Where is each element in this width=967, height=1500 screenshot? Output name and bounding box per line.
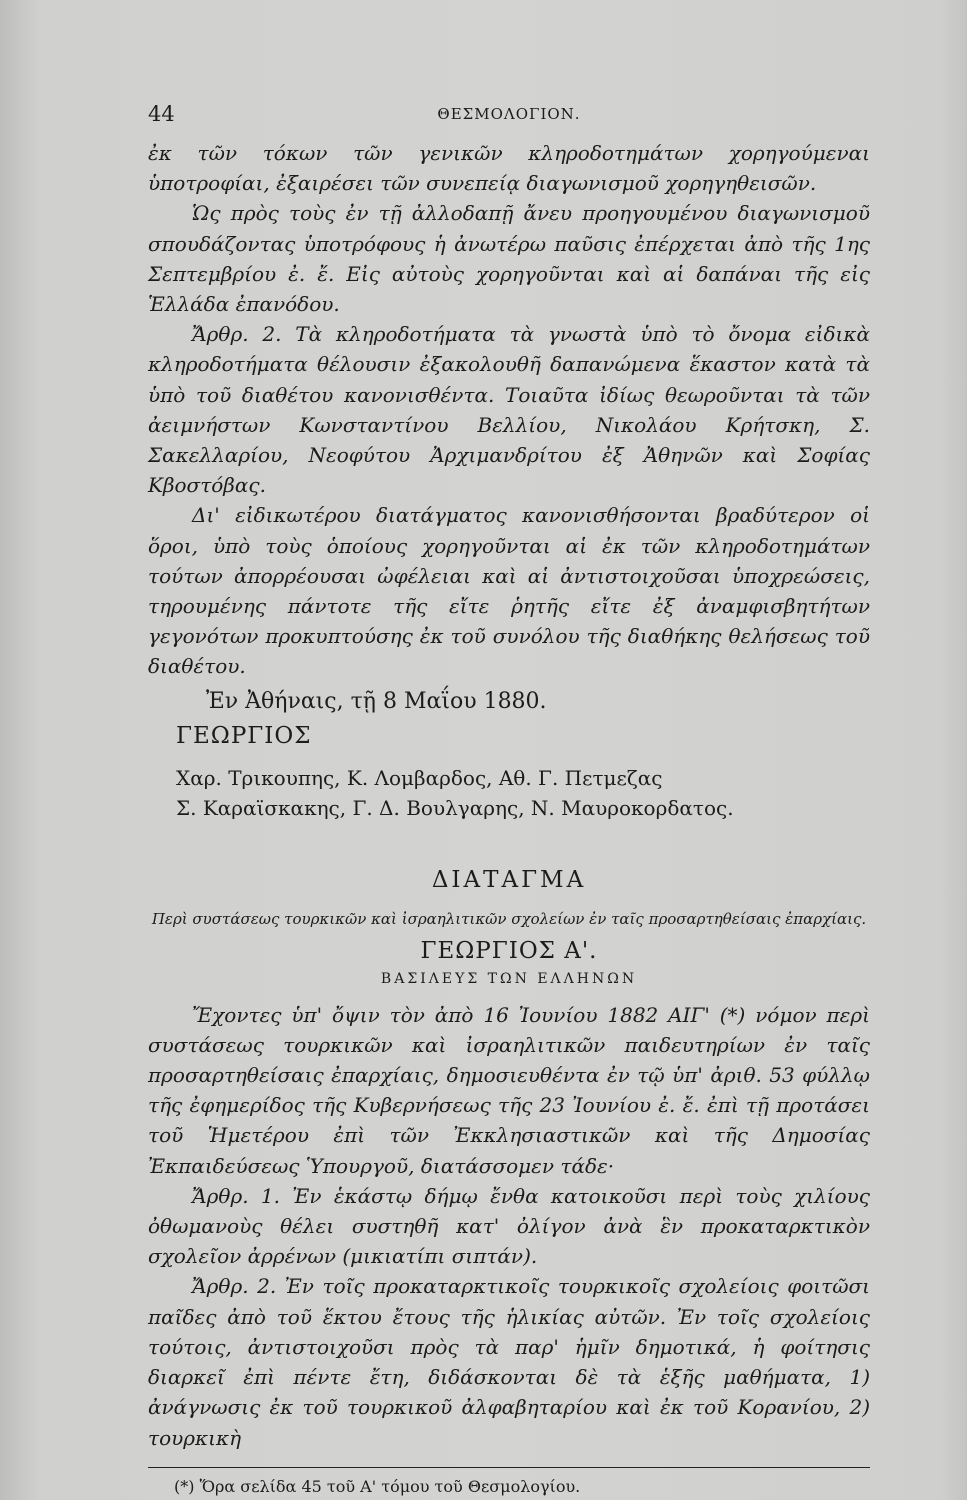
- law-article-2: Ἄρθρ. 2. Τὰ κληροδοτήματα τὰ γνωστὰ ὑπὸ τὸ ὄνομα εἰδικὰ κληροδοτήματα θέλουσιν ἐξακολουθῆ δαπανώμενα ἕκαστον κατὰ τὰ ὑπὸ τοῦ διαθέτου κανονισθέντα. Τοιαῦτα ἰδίως θεωροῦνται τὰ τῶν ἀειμνήστων Κωνσταντίνου Βελλίου, Νικολάου Κρήτσκη, Σ. Σακελλαρίου, Νεοφύτου Ἀρχιμανδρίτου ἐξ Ἀθηνῶν καὶ Σοφίας Κβοστόβας.: [148, 322, 870, 498]
- decree-preamble: Ἔχοντες ὑπ' ὄψιν τὸν ἀπὸ 16 Ἰουνίου 1882 ΑΙΓ' (*) νόμον περὶ συστάσεως τουρκικῶν καὶ ἰσραηλιτικῶν παιδευτηρίων ἐν ταῖς προσαρτηθείσαις ἐπαρχίαις, δημοσιευθέντα ἐν τῷ ὑπ' ἀριθ. 53 φύλλῳ τῆς ἐφημερίδος τῆς Κυβερνήσεως τῆς 23 Ἰουνίου ἐ. ἔ. ἐπὶ τῇ προτάσει τοῦ Ἡμετέρου ἐπὶ τῶν Ἐκκλησιαστικῶν καὶ τῆς Δημοσίας Ἐκπαιδεύσεως Ὑπουργοῦ, διατάσσομεν τάδε·: [148, 1002, 870, 1178]
- page-header: [148, 102, 870, 128]
- footnote: (*) Ὅρα σελίδα 45 τοῦ Α' τόμου τοῦ Θεσμολογίου.: [174, 1476, 581, 1496]
- ministers-line: Σ. Καραϊσκακης, Γ. Δ. Βουλγαρης, Ν. Μαυροκορδατος.: [176, 795, 734, 820]
- text-block: [148, 138, 870, 1500]
- decree-article-2: Ἄρθρ. 2. Ἐν τοῖς προκαταρκτικοῖς τουρκικοῖς σχολείοις φοιτῶσι παῖδες ἀπὸ τοῦ ἕκτου ἔτους τῆς ἡλικίας αὐτῶν. Ἐν τοῖς σχολείοις τούτοις, ἀντιστοιχοῦσι πρὸς τὰ παρ' ἡμῖν δημοτικά, ἡ φοίτησις διαρκεῖ ἐπὶ πέντε ἔτη, διδάσκονται δὲ τὰ ἑξῆς μαθήματα, 1) ἀνάγνωσις ἐκ τοῦ τουρκικοῦ ἀλφαβηταρίου καὶ ἐκ τοῦ Κορανίου, 2) τουρκικὴ: [148, 1274, 870, 1450]
- decree-article-1: Ἄρθρ. 1. Ἐν ἑκάστῳ δήμῳ ἔνθα κατοικοῦσι περὶ τοὺς χιλίους ὀθωμανοὺς θέλει συστηθῆ κατ' ὀλίγον ἀνὰ ἓν προκαταρκτικὸν σχολεῖον ἀρρένων (μικιατίπι σιπτάν).: [148, 1183, 870, 1269]
- ministers-line: Χαρ. Τρικουπης, Κ. Λομβαρδος, Αθ. Γ. Πετμεζας: [176, 765, 663, 790]
- king-signature: ΓΕΩΡΓΙΟΣ: [176, 722, 312, 749]
- law-paragraph: Δι' εἰδικωτέρου διατάγματος κανονισθήσονται βραδύτερον οἱ ὅροι, ὑπὸ τοὺς ὁποίους χορηγοῦνται αἱ ἐκ τῶν κληροδοτημάτων τούτων ἀπορρέουσαι ὠφέλειαι καὶ αἱ ἀντιστοιχοῦσαι ὑποχρεώσεις, τηρουμένης πάντοτε τῆς εἴτε ῥητῆς εἴτε ἐξ ἀναμφισβητήτων γεγονότων προκυπτούσης ἐκ τοῦ συνόλου τῆς διαθήκης θελήσεως τοῦ διαθέτου.: [148, 503, 870, 679]
- decree-title: ΔΙΑΤΑΓΜΑ: [431, 866, 587, 893]
- royal-title: ΒΑΣΙΛΕΥΣ ΤΩΝ ΕΛΛΗΝΩΝ: [380, 970, 638, 987]
- footnote-rule: [148, 1467, 870, 1468]
- decree-king: ΓΕΩΡΓΙΟΣ Α'.: [420, 937, 598, 964]
- dateline: Ἐν Ἀθήναις, τῇ 8 Μαΐου 1880.: [206, 688, 547, 714]
- law-paragraph: ἐκ τῶν τόκων τῶν γενικῶν κληροδοτημάτων χορηγούμεναι ὑποτροφίαι, ἐξαιρέσει τῶν συνεπείᾳ διαγωνισμοῦ χορηγηθεισῶν.: [148, 141, 870, 196]
- page-number: 44: [148, 102, 175, 126]
- running-head: ΘΕΣΜΟΛΟΓΙΟΝ.: [437, 105, 581, 123]
- decree-subject: Περὶ συστάσεως τουρκικῶν καὶ ἰσραηλιτικῶν σχολείων ἐν ταῖς προσαρτηθείσαις ἐπαρχίαις.: [151, 909, 867, 928]
- law-paragraph: Ὡς πρὸς τοὺς ἐν τῇ ἀλλοδαπῇ ἄνευ προηγουμένου διαγωνισμοῦ σπουδάζοντας ὑποτρόφους ἡ ἀνωτέρω παῦσις ἐπέρχεται ἀπὸ τῆς 1ης Σεπτεμβρίου ἐ. ἔ. Εἰς αὐτοὺς χορηγοῦνται καὶ αἱ δαπάναι τῆς εἰς Ἑλλάδα ἐπανόδου.: [148, 201, 870, 317]
